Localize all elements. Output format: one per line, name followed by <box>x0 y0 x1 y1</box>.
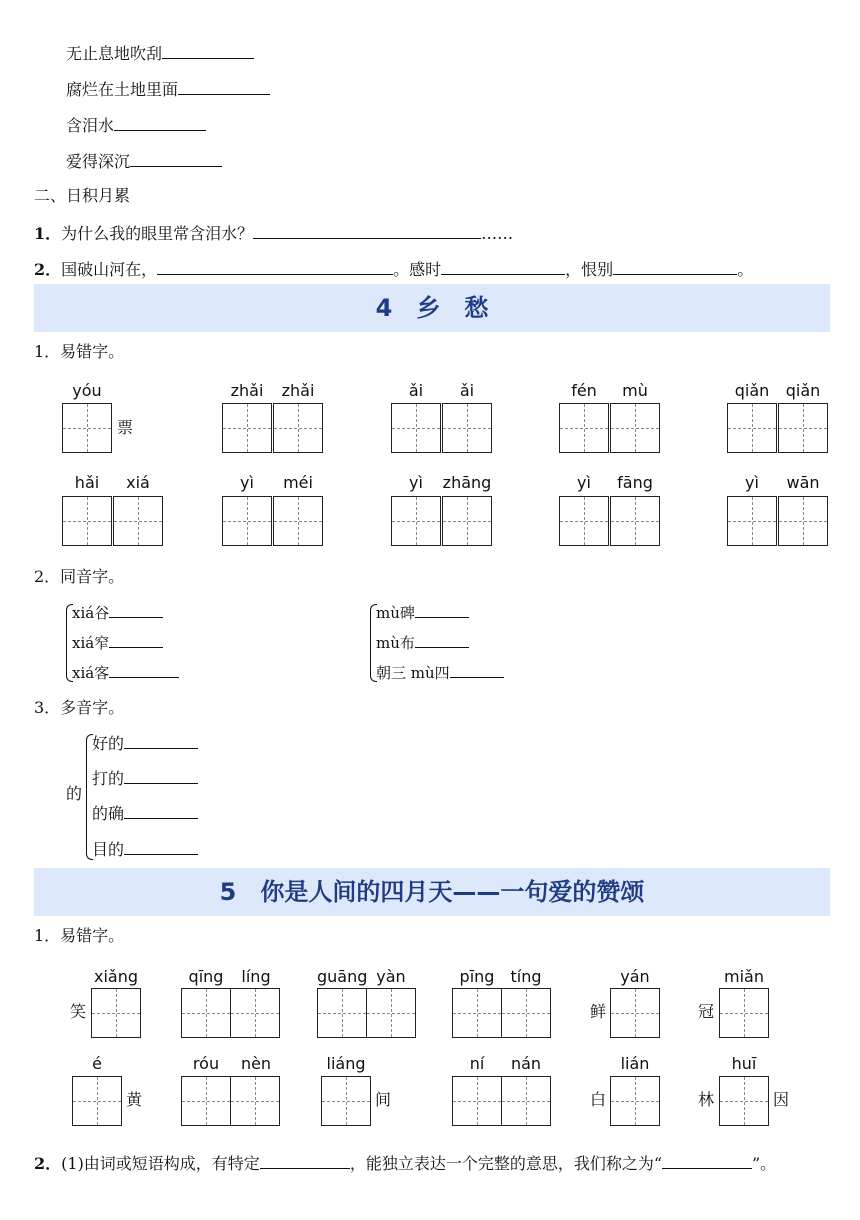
answer-blank[interactable] <box>157 258 393 275</box>
tianzige-box[interactable] <box>442 403 492 453</box>
question-number: 1． <box>34 224 62 243</box>
polyphone-text: 目的 <box>92 840 125 859</box>
pinyin-label: líng <box>241 967 271 986</box>
question-text: 。感时 <box>393 260 442 279</box>
pinyin-label: fén <box>571 381 597 400</box>
answer-blank[interactable] <box>613 258 737 275</box>
homophone-item <box>72 603 163 623</box>
pinyin-label: mù <box>622 381 648 400</box>
answer-blank[interactable] <box>124 838 198 855</box>
tianzige-box[interactable] <box>778 403 828 453</box>
list-item <box>66 78 270 100</box>
pinyin-label: miǎn <box>724 967 764 986</box>
tianzige-box[interactable] <box>391 403 441 453</box>
question-heading: 1．易错字。 <box>34 926 125 945</box>
pinyin-label: róu <box>192 1054 220 1073</box>
tianzige-box[interactable] <box>778 496 828 546</box>
answer-blank[interactable] <box>415 603 469 618</box>
list-item-text: 腐烂在土地里面 <box>66 80 179 99</box>
polyphone-item <box>92 838 198 860</box>
pinyin-label: guāng <box>317 967 368 986</box>
pinyin-label: zhāng <box>442 473 492 492</box>
homophone-text: mù布 <box>376 634 415 652</box>
answer-blank[interactable] <box>109 633 163 648</box>
homophone-text: mù碑 <box>376 604 415 622</box>
list-item-text: 含泪水 <box>66 116 115 135</box>
pinyin-label: ǎi <box>408 381 424 400</box>
pinyin-label: fāng <box>617 473 653 492</box>
tianzige-box[interactable] <box>222 403 272 453</box>
pinyin-label: qiǎn <box>785 381 821 400</box>
list-item <box>66 42 254 64</box>
tianzige-box[interactable] <box>62 403 112 453</box>
homophone-text: xiá窄 <box>72 634 110 652</box>
pinyin-label: lián <box>620 1054 650 1073</box>
question-line <box>34 1152 776 1174</box>
tianzige-box[interactable] <box>719 1076 769 1126</box>
pinyin-label: yóu <box>72 381 102 400</box>
tianzige-box[interactable] <box>610 1076 660 1126</box>
list-item <box>66 114 206 136</box>
pinyin-label: pīng <box>459 967 495 986</box>
tianzige-box[interactable] <box>230 1076 280 1126</box>
question-heading: 1．易错字。 <box>34 342 125 361</box>
pinyin-label: méi <box>283 473 313 492</box>
given-character: 票 <box>117 418 134 437</box>
question-text: 为什么我的眼里常含泪水？ <box>61 224 254 243</box>
answer-blank[interactable] <box>260 1152 350 1169</box>
answer-blank[interactable] <box>450 663 504 678</box>
given-character: 笑 <box>70 1002 87 1021</box>
tianzige-box[interactable] <box>62 496 112 546</box>
tianzige-box[interactable] <box>610 403 660 453</box>
tianzige-box[interactable] <box>559 403 609 453</box>
tianzige-box[interactable] <box>501 988 551 1038</box>
list-item <box>66 150 222 172</box>
homophone-item <box>72 663 179 683</box>
tianzige-box[interactable] <box>366 988 416 1038</box>
answer-blank[interactable] <box>441 258 565 275</box>
tianzige-box[interactable] <box>273 403 323 453</box>
tianzige-box[interactable] <box>442 496 492 546</box>
given-character: 间 <box>375 1090 392 1109</box>
question-line <box>34 258 753 280</box>
lesson-title: 5 你是人间的四月天——一句爱的赞颂 <box>219 878 645 906</box>
question-text: 国破山河在， <box>61 260 158 279</box>
homophone-item <box>376 633 469 653</box>
question-text: 。 <box>737 260 754 279</box>
answer-blank[interactable] <box>662 1152 752 1169</box>
tianzige-box[interactable] <box>391 496 441 546</box>
tianzige-box[interactable] <box>452 988 502 1038</box>
tianzige-box[interactable] <box>91 988 141 1038</box>
question-line <box>34 222 513 244</box>
pinyin-label: nèn <box>240 1054 272 1073</box>
pinyin-label: é <box>92 1054 102 1073</box>
tianzige-box[interactable] <box>321 1076 371 1126</box>
tianzige-box[interactable] <box>317 988 367 1038</box>
pinyin-label: ní <box>469 1054 485 1073</box>
given-character: 鲜 <box>590 1002 607 1021</box>
lesson-title: 4 乡 愁 <box>375 294 489 322</box>
pinyin-label: wān <box>786 473 820 492</box>
tianzige-box[interactable] <box>181 988 231 1038</box>
tianzige-box[interactable] <box>452 1076 502 1126</box>
tianzige-box[interactable] <box>113 496 163 546</box>
given-character: 黄 <box>126 1090 143 1109</box>
given-character: 林 <box>698 1090 715 1109</box>
tianzige-box[interactable] <box>727 496 777 546</box>
polyphone-label: 的 <box>66 784 83 803</box>
homophone-item <box>376 663 504 683</box>
answer-blank[interactable] <box>109 663 179 678</box>
tianzige-box[interactable] <box>727 403 777 453</box>
answer-blank[interactable] <box>109 603 163 618</box>
question-number: 2． <box>34 260 62 279</box>
pinyin-label: yì <box>577 473 591 492</box>
polyphone-item <box>92 732 198 754</box>
question-number: 2． <box>34 1154 62 1173</box>
lesson-header <box>34 868 830 916</box>
pinyin-label: ǎi <box>459 381 475 400</box>
pinyin-label: qiǎn <box>734 381 770 400</box>
pinyin-label: xiǎng <box>93 967 138 986</box>
question-text: ”。 <box>752 1154 777 1173</box>
list-item-text: 爱得深沉 <box>66 152 131 171</box>
question-suffix: …… <box>481 224 514 243</box>
tianzige-box[interactable] <box>72 1076 122 1126</box>
homophone-item <box>376 603 469 623</box>
answer-blank[interactable] <box>162 42 254 59</box>
answer-blank[interactable] <box>130 150 222 167</box>
pinyin-label: yàn <box>376 967 406 986</box>
pinyin-label: yán <box>620 967 650 986</box>
pinyin-label: hǎi <box>74 473 100 492</box>
answer-blank[interactable] <box>124 732 198 749</box>
pinyin-label: yì <box>240 473 254 492</box>
tianzige-box[interactable] <box>719 988 769 1038</box>
given-character: 冠 <box>698 1002 715 1021</box>
pinyin-label: nán <box>510 1054 542 1073</box>
given-character: 因 <box>773 1090 790 1109</box>
tianzige-box[interactable] <box>273 496 323 546</box>
pinyin-label: zhǎi <box>230 381 264 400</box>
polyphone-text: 好的 <box>92 734 125 753</box>
tianzige-box[interactable] <box>501 1076 551 1126</box>
tianzige-box[interactable] <box>222 496 272 546</box>
pinyin-label: xiá <box>126 473 150 492</box>
answer-blank[interactable] <box>415 633 469 648</box>
list-item-text: 无止息地吹刮 <box>66 44 163 63</box>
question-heading: 2．同音字。 <box>34 567 125 586</box>
tianzige-box[interactable] <box>559 496 609 546</box>
polyphone-item <box>92 767 198 789</box>
pinyin-label: tíng <box>510 967 542 986</box>
question-heading: 3．多音字。 <box>34 698 125 717</box>
question-text: (1)由词或短语构成，有特定 <box>61 1154 260 1173</box>
answer-blank[interactable] <box>124 767 198 784</box>
pinyin-label: yì <box>745 473 759 492</box>
tianzige-box[interactable] <box>610 496 660 546</box>
polyphone-text: 打的 <box>92 769 125 788</box>
homophone-text: 朝三 mù四 <box>376 664 450 682</box>
pinyin-label: huī <box>731 1054 757 1073</box>
pinyin-label: zhǎi <box>281 381 315 400</box>
homophone-item <box>72 633 163 653</box>
answer-blank[interactable] <box>253 222 481 239</box>
tianzige-box[interactable] <box>230 988 280 1038</box>
homophone-text: xiá谷 <box>72 604 110 622</box>
pinyin-label: yì <box>409 473 423 492</box>
tianzige-box[interactable] <box>181 1076 231 1126</box>
pinyin-label: liáng <box>326 1054 366 1073</box>
answer-blank[interactable] <box>114 114 206 131</box>
polyphone-text: 的确 <box>92 804 125 823</box>
answer-blank[interactable] <box>178 78 270 95</box>
lesson-header <box>34 284 830 332</box>
pinyin-label: qīng <box>188 967 224 986</box>
question-text: ，能独立表达一个完整的意思，我们称之为“ <box>349 1154 662 1173</box>
polyphone-item <box>92 802 198 824</box>
given-character: 白 <box>590 1090 607 1109</box>
answer-blank[interactable] <box>124 802 198 819</box>
section-heading: 二、日积月累 <box>34 186 131 205</box>
question-text: ，恨别 <box>565 260 614 279</box>
homophone-text: xiá客 <box>72 664 110 682</box>
tianzige-box[interactable] <box>610 988 660 1038</box>
